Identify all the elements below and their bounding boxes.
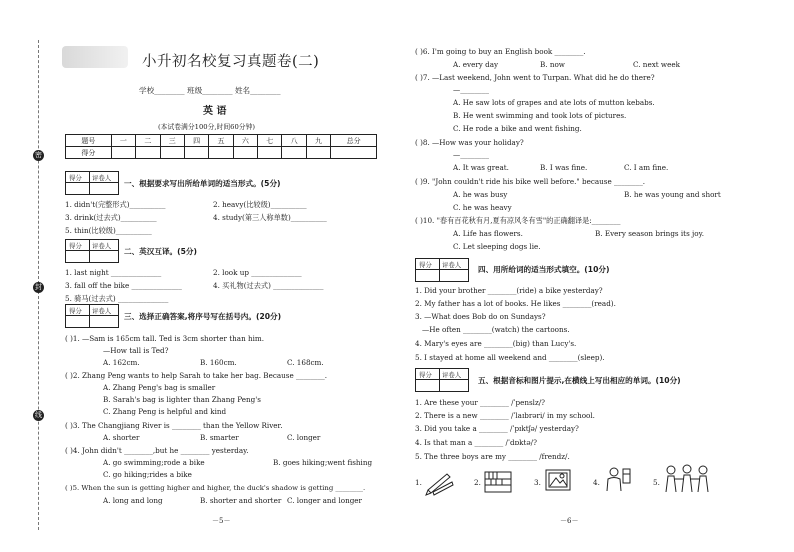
question-7: ( )7. —Last weekend, John went to Turpan. What did he do there? (415, 73, 655, 82)
score-label: 得分 (69, 307, 82, 315)
score-cell: 三 (160, 135, 184, 147)
binding-strip (0, 0, 40, 552)
s5-item: 4. Is that man a ________ /ˈdɒktə/? (415, 438, 537, 447)
s2-item: 3. fall off the bike ______________ (65, 281, 182, 290)
s1-item: 1. didn't(完整形式)__________ (65, 200, 166, 209)
q7-option-b: B. He went swimming and took lots of pictures. (453, 111, 627, 120)
exam-note: (本试卷满分100分,时间60分钟) (158, 123, 256, 131)
question-5: ( )5. When the sun is getting higher and higher, the duck's shadow is getting ________. (65, 484, 366, 492)
doctor-picture (602, 466, 632, 492)
q8-option-c: C. I am fine. (624, 163, 669, 172)
q3-option-a: A. shorter (103, 433, 140, 442)
score-cell (111, 147, 135, 159)
q6-option-c: C. next week (633, 60, 680, 69)
question-6: ( )6. I'm going to buy an English book ________. (415, 47, 586, 56)
q5-option-a: A. long and long (103, 496, 163, 505)
page-number-right: －6－ (560, 517, 579, 525)
s2-item: 1. last night ______________ (65, 268, 162, 277)
q9-option-c: C. he was heavy (453, 203, 512, 212)
grader-label: 评卷人 (92, 174, 112, 182)
q1-option-a: A. 162cm. (103, 358, 140, 367)
s5-item: 1. Are these your ________ /ˈpenslz/? (415, 398, 546, 407)
q7-option-c: C. He rode a bike and went fishing. (453, 124, 582, 133)
q9-option-b: B. he was young and short (624, 190, 721, 199)
section2-score-box (65, 239, 119, 263)
s2-item: 2. look up ______________ (213, 268, 302, 277)
grader-label: 评卷人 (92, 307, 112, 315)
pic-label: 1. (415, 478, 422, 487)
s1-item: 3. drink(过去式)__________ (65, 213, 157, 222)
score-cell (184, 147, 208, 159)
s5-item: 5. The three boys are my ________ /frendz/. (415, 452, 570, 461)
score-cell (233, 147, 257, 159)
q7-option-a: A. He saw lots of grapes and ate lots of mutton kebabs. (453, 98, 655, 107)
s4-item: 3. —What does Bob do on Sundays? (415, 312, 546, 321)
score-cell (160, 147, 184, 159)
pic-label: 5. (653, 478, 660, 487)
score-cell (331, 147, 377, 159)
score-label: 得分 (419, 371, 432, 379)
s4-item: 4. Mary's eyes are ________(big) than Lucy's. (415, 339, 577, 348)
picture-frame-picture (543, 468, 573, 494)
pic-label: 4. (593, 478, 600, 487)
section4-heading: 四、用所给词的适当形式填空。(10分) (478, 265, 610, 274)
question-8-dash: —________ (453, 150, 489, 159)
score-label: 得分 (419, 261, 432, 269)
q1-option-c: C. 168cm. (287, 358, 324, 367)
score-cell: 八 (282, 135, 306, 147)
pic-label: 2. (474, 478, 481, 487)
score-cell: 五 (209, 135, 233, 147)
score-cell (258, 147, 282, 159)
s1-item: 5. thin(比较级)__________ (65, 226, 152, 235)
question-4: ( )4. John didn't ________,but he ________ yesterday. (65, 446, 249, 455)
grader-label: 评卷人 (92, 242, 112, 250)
score-cell (136, 147, 160, 159)
score-label: 得分 (69, 242, 82, 250)
q10-option-c: C. Let sleeping dogs lie. (453, 242, 541, 251)
score-table-header-row (66, 135, 377, 147)
score-cell (282, 147, 306, 159)
section1-heading: 一、根据要求写出所给单词的适当形式。(5分) (124, 179, 281, 188)
q2-option-a: A. Zhang Peng's bag is smaller (103, 383, 216, 392)
question-2: ( )2. Zhang Peng wants to help Sarah to take her bag. Because ________. (65, 371, 328, 380)
page-title: 小升初名校复习真题卷(二) (142, 54, 320, 70)
score-cell: 四 (184, 135, 208, 147)
section5-score-box (415, 368, 469, 392)
score-cell: 一 (111, 135, 135, 147)
student-info-line: 学校________ 班级________ 姓名________ (139, 86, 281, 95)
s4-item: —He often ________(watch) the cartoons. (422, 325, 570, 334)
q6-option-a: A. every day (453, 60, 499, 69)
question-1-sub: —How tall is Ted? (103, 346, 169, 355)
section3-heading: 三、选择正确答案,将序号写在括号内。(20分) (124, 312, 282, 321)
score-cell (306, 147, 330, 159)
q4-option-b: B. goes hiking;went fishing (273, 458, 373, 467)
pic-label: 3. (534, 478, 541, 487)
section4-score-box (415, 258, 469, 282)
question-7-dash: —________ (453, 85, 489, 94)
score-cell: 题号 (66, 135, 112, 147)
section5-heading: 五、根据音标和图片提示,在横线上写出相应的单词。(10分) (478, 376, 681, 385)
s5-item: 2. There is a new ________ /ˈlaɪbrəri/ in my school. (415, 411, 595, 420)
score-cell: 七 (258, 135, 282, 147)
q8-option-a: A. It was great. (453, 163, 509, 172)
q4-option-a: A. go swimming;rode a bike (103, 458, 205, 467)
q2-option-c: C. Zhang Peng is helpful and kind (103, 407, 227, 416)
grader-label: 评卷人 (442, 371, 462, 379)
pencils-picture (425, 470, 455, 496)
score-cell (209, 147, 233, 159)
q3-option-b: B. smarter (200, 433, 239, 442)
library-picture (483, 468, 513, 494)
binding-mark-mi: 密 (35, 151, 42, 159)
s4-item: 2. My father has a lot of books. He likes ________(read). (415, 299, 616, 308)
question-9: ( )9. "John couldn't ride his bike well before." because ________. (415, 177, 646, 186)
q1-option-b: B. 160cm. (200, 358, 237, 367)
q10-option-b: B. Every season brings its joy. (595, 229, 704, 238)
subject-heading: 英 语 (203, 106, 227, 117)
score-table-score-row (66, 147, 377, 159)
s5-item: 3. Did you take a ________ /ˈpɪktʃə/ yesterday? (415, 424, 579, 433)
grader-label: 评卷人 (442, 261, 462, 269)
q2-option-b: B. Sarah's bag is lighter than Zhang Peng's (103, 395, 261, 404)
question-8: ( )8. —How was your holiday? (415, 138, 524, 147)
question-10: ( )10. "春有百花秋有月,夏有凉风冬有雪"的正确翻译是:________ (415, 216, 621, 225)
q9-option-a: A. he was busy (453, 190, 508, 199)
q8-option-b: B. I was fine. (540, 163, 588, 172)
s2-item: 4. 买礼物(过去式) ______________ (213, 281, 324, 290)
page-number-left: －5－ (212, 517, 231, 525)
score-cell: 九 (306, 135, 330, 147)
s4-item: 5. I stayed at home all weekend and ________(sleep). (415, 353, 605, 362)
s1-item: 2. heavy(比较级)__________ (213, 200, 307, 209)
score-label: 得分 (69, 174, 82, 182)
binding-mark-xian: 线 (35, 411, 42, 419)
q6-option-b: B. now (540, 60, 565, 69)
question-1: ( )1. —Sam is 165cm tall. Ted is 3cm shorter than him. (65, 334, 265, 343)
friends-picture (662, 464, 712, 494)
s1-item: 4. study(第三人称单数)__________ (213, 213, 327, 222)
binding-mark-feng: 封 (35, 283, 42, 291)
q10-option-a: A. Life has flowers. (453, 229, 523, 238)
q4-option-c: C. go hiking;rides a bike (103, 470, 192, 479)
question-3: ( )3. The Changjiang River is ________ than the Yellow River. (65, 421, 283, 430)
q5-option-c: C. longer and longer (287, 496, 362, 505)
score-cell: 得分 (66, 147, 112, 159)
score-cell: 总分 (331, 135, 377, 147)
q3-option-c: C. longer (287, 433, 321, 442)
s4-item: 1. Did your brother ________(ride) a bike yesterday? (415, 286, 603, 295)
section2-heading: 二、英汉互译。(5分) (124, 247, 197, 256)
series-logo (62, 46, 128, 68)
score-table (65, 134, 377, 159)
section3-score-box (65, 304, 119, 328)
s2-item: 5. 骑马(过去式) ______________ (65, 294, 169, 303)
q5-option-b: B. shorter and shorter (200, 496, 282, 505)
section1-score-box (65, 171, 119, 195)
score-cell: 二 (136, 135, 160, 147)
score-cell: 六 (233, 135, 257, 147)
